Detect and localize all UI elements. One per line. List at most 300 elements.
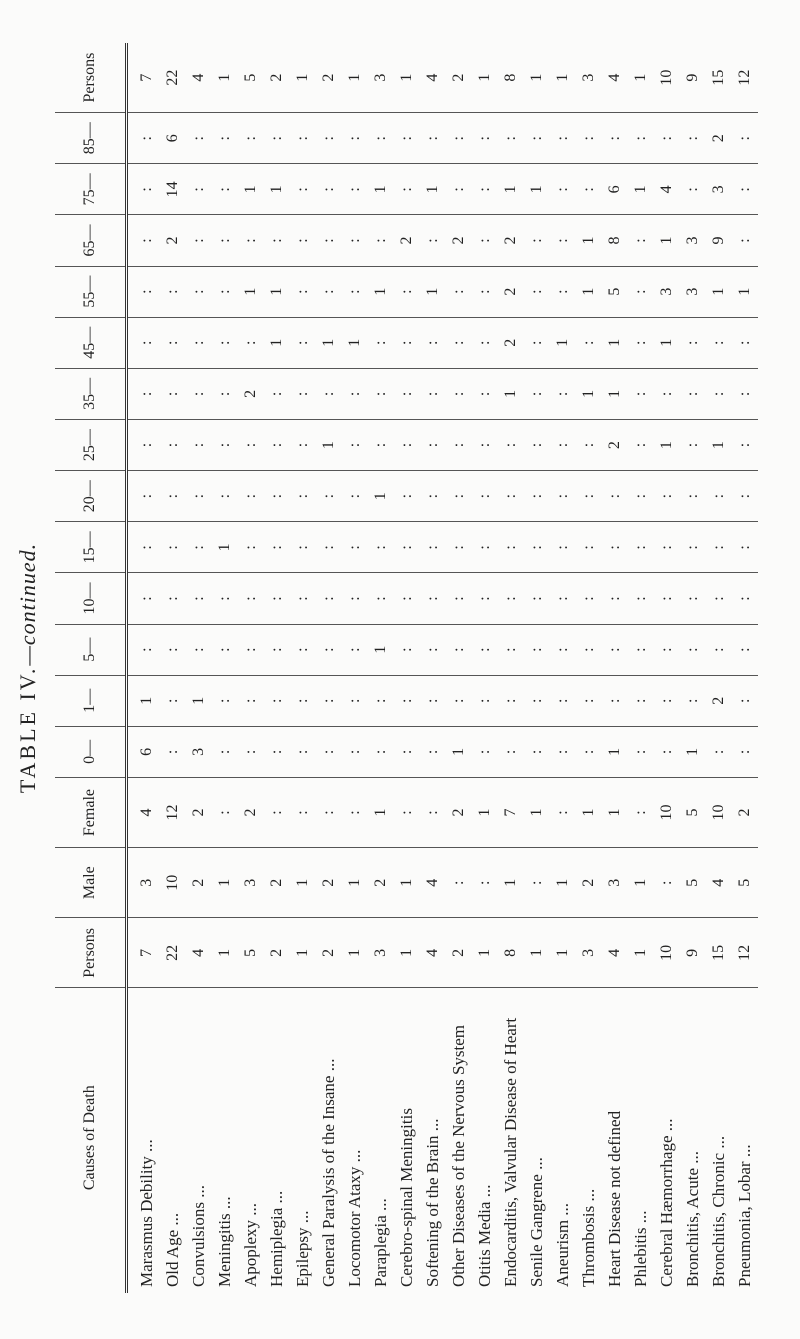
male-cell: 2 bbox=[576, 848, 602, 918]
age-cell: 1 bbox=[524, 164, 550, 215]
age-cell: : bbox=[394, 573, 420, 624]
age-cell: : bbox=[706, 573, 732, 624]
age-cell: : bbox=[524, 573, 550, 624]
age-cell: : bbox=[212, 164, 238, 215]
age-cell: : bbox=[212, 266, 238, 317]
age-cell: : bbox=[680, 164, 706, 215]
age-cell: 1 bbox=[368, 164, 394, 215]
header-female: Female bbox=[55, 777, 127, 847]
female-cell: 7 bbox=[498, 777, 524, 847]
age-cell: 2 bbox=[706, 675, 732, 726]
age-cell: 2 bbox=[238, 368, 264, 419]
male-cell: 2 bbox=[368, 848, 394, 918]
age-cell: : bbox=[446, 266, 472, 317]
age-cell: 1 bbox=[264, 164, 290, 215]
age-cell: : bbox=[628, 113, 654, 164]
total-cell: 7 bbox=[127, 43, 161, 113]
table-row bbox=[342, 43, 368, 1293]
age-cell: : bbox=[342, 368, 368, 419]
header-age: 1— bbox=[55, 675, 127, 726]
table-row bbox=[238, 43, 264, 1293]
age-cell: 1 bbox=[602, 726, 628, 777]
age-cell: : bbox=[472, 368, 498, 419]
age-cell: : bbox=[238, 726, 264, 777]
cause-cell: Convulsions ... bbox=[189, 1184, 208, 1287]
female-cell: : bbox=[290, 777, 316, 847]
age-cell: : bbox=[290, 215, 316, 266]
table-row bbox=[420, 43, 446, 1293]
age-cell: : bbox=[472, 471, 498, 522]
age-cell: : bbox=[238, 215, 264, 266]
cause-cell: Paraplegia ... bbox=[371, 1198, 390, 1287]
age-cell: : bbox=[524, 317, 550, 368]
age-cell: 1 bbox=[576, 368, 602, 419]
age-cell: : bbox=[628, 573, 654, 624]
age-cell: : bbox=[680, 573, 706, 624]
male-cell: 1 bbox=[628, 848, 654, 918]
persons-cell: 3 bbox=[576, 918, 602, 988]
age-cell: : bbox=[127, 419, 161, 470]
age-cell: : bbox=[264, 675, 290, 726]
age-cell: : bbox=[420, 113, 446, 164]
persons-cell: 2 bbox=[446, 918, 472, 988]
age-cell: : bbox=[498, 113, 524, 164]
cause-cell: Thrombosis ... bbox=[579, 1188, 598, 1287]
age-cell: : bbox=[394, 419, 420, 470]
cause-cell: Endocarditis, Valvular Disease of Heart bbox=[501, 1017, 520, 1287]
age-cell: : bbox=[628, 317, 654, 368]
male-cell: 1 bbox=[550, 848, 576, 918]
male-cell: : bbox=[446, 848, 472, 918]
female-cell: : bbox=[628, 777, 654, 847]
age-cell: : bbox=[368, 522, 394, 573]
female-cell: 1 bbox=[576, 777, 602, 847]
total-cell: 3 bbox=[576, 43, 602, 113]
age-cell: : bbox=[498, 675, 524, 726]
total-cell: 2 bbox=[316, 43, 342, 113]
age-cell: : bbox=[654, 573, 680, 624]
male-cell: 2 bbox=[264, 848, 290, 918]
female-cell: : bbox=[550, 777, 576, 847]
age-cell: : bbox=[576, 624, 602, 675]
female-cell: 5 bbox=[680, 777, 706, 847]
age-cell: : bbox=[342, 164, 368, 215]
total-cell: 2 bbox=[264, 43, 290, 113]
persons-cell: 4 bbox=[420, 918, 446, 988]
age-cell: : bbox=[342, 726, 368, 777]
age-cell: : bbox=[628, 368, 654, 419]
age-cell: 1 bbox=[680, 726, 706, 777]
header-male: Male bbox=[55, 848, 127, 918]
age-cell: : bbox=[127, 113, 161, 164]
age-cell: 1 bbox=[654, 215, 680, 266]
age-cell: : bbox=[238, 113, 264, 164]
age-cell: : bbox=[368, 726, 394, 777]
age-cell: : bbox=[212, 726, 238, 777]
age-cell: : bbox=[368, 317, 394, 368]
age-cell: : bbox=[550, 266, 576, 317]
cause-cell: Cerebral Hæmorrhage ... bbox=[657, 1118, 676, 1287]
age-cell: 1 bbox=[342, 317, 368, 368]
age-cell: : bbox=[472, 317, 498, 368]
age-cell: : bbox=[524, 113, 550, 164]
age-cell: : bbox=[368, 368, 394, 419]
persons-cell: 1 bbox=[472, 918, 498, 988]
age-cell: : bbox=[186, 419, 212, 470]
age-cell: : bbox=[576, 419, 602, 470]
male-cell: : bbox=[472, 848, 498, 918]
age-cell: : bbox=[316, 471, 342, 522]
age-cell: : bbox=[316, 113, 342, 164]
age-cell: : bbox=[732, 573, 758, 624]
cause-cell: Aneurism ... bbox=[553, 1202, 572, 1287]
age-cell: : bbox=[342, 624, 368, 675]
age-cell: : bbox=[186, 266, 212, 317]
male-cell: 3 bbox=[238, 848, 264, 918]
age-cell: : bbox=[732, 471, 758, 522]
age-cell: : bbox=[732, 419, 758, 470]
table-row bbox=[186, 43, 212, 1293]
table-row bbox=[732, 43, 758, 1293]
age-cell: 2 bbox=[498, 317, 524, 368]
age-cell: : bbox=[127, 624, 161, 675]
age-cell: : bbox=[524, 471, 550, 522]
age-cell: : bbox=[212, 471, 238, 522]
age-cell: : bbox=[654, 726, 680, 777]
table-title: TABLE IV. bbox=[15, 665, 40, 794]
age-cell: 1 bbox=[368, 471, 394, 522]
table-row bbox=[576, 43, 602, 1293]
age-cell: : bbox=[498, 726, 524, 777]
age-cell: : bbox=[420, 471, 446, 522]
age-cell: : bbox=[368, 113, 394, 164]
female-cell: 2 bbox=[238, 777, 264, 847]
age-cell: : bbox=[290, 624, 316, 675]
age-cell: : bbox=[316, 726, 342, 777]
age-cell: : bbox=[342, 675, 368, 726]
age-cell: 14 bbox=[160, 164, 186, 215]
age-cell: : bbox=[160, 471, 186, 522]
age-cell: : bbox=[446, 624, 472, 675]
header-age: 15— bbox=[55, 522, 127, 573]
table-row bbox=[160, 43, 186, 1293]
age-cell: : bbox=[628, 471, 654, 522]
age-cell: : bbox=[316, 164, 342, 215]
table-row bbox=[654, 43, 680, 1293]
age-cell: : bbox=[602, 573, 628, 624]
age-cell: : bbox=[576, 113, 602, 164]
male-cell: 3 bbox=[127, 848, 161, 918]
header-age: 0— bbox=[55, 726, 127, 777]
age-cell: 1 bbox=[576, 266, 602, 317]
age-cell: 1 bbox=[706, 419, 732, 470]
age-cell: : bbox=[602, 675, 628, 726]
age-cell: : bbox=[732, 368, 758, 419]
age-cell: : bbox=[264, 368, 290, 419]
age-cell: : bbox=[732, 113, 758, 164]
age-cell: : bbox=[238, 675, 264, 726]
age-cell: 1 bbox=[264, 317, 290, 368]
age-cell: : bbox=[732, 522, 758, 573]
age-cell: : bbox=[628, 215, 654, 266]
age-cell: : bbox=[628, 675, 654, 726]
age-cell: : bbox=[576, 522, 602, 573]
age-cell: : bbox=[654, 113, 680, 164]
age-cell: : bbox=[576, 164, 602, 215]
age-cell: : bbox=[342, 471, 368, 522]
cause-cell: Apoplexy ... bbox=[241, 1202, 260, 1287]
age-cell: : bbox=[368, 675, 394, 726]
age-cell: : bbox=[160, 522, 186, 573]
age-cell: : bbox=[420, 522, 446, 573]
age-cell: 5 bbox=[602, 266, 628, 317]
table-row bbox=[602, 43, 628, 1293]
female-cell: : bbox=[342, 777, 368, 847]
age-cell: : bbox=[420, 726, 446, 777]
age-cell: 1 bbox=[498, 164, 524, 215]
age-cell: : bbox=[706, 368, 732, 419]
age-cell: : bbox=[127, 317, 161, 368]
total-cell: 5 bbox=[238, 43, 264, 113]
age-cell: : bbox=[238, 522, 264, 573]
header-age: 65— bbox=[55, 215, 127, 266]
female-cell: 2 bbox=[446, 777, 472, 847]
total-cell: 1 bbox=[212, 43, 238, 113]
mortality-table bbox=[55, 43, 758, 1293]
age-cell: : bbox=[394, 471, 420, 522]
table-row bbox=[680, 43, 706, 1293]
total-cell: 1 bbox=[290, 43, 316, 113]
total-cell: 10 bbox=[654, 43, 680, 113]
age-cell: : bbox=[290, 573, 316, 624]
age-cell: : bbox=[680, 522, 706, 573]
persons-cell: 8 bbox=[498, 918, 524, 988]
age-cell: : bbox=[498, 419, 524, 470]
age-cell: : bbox=[446, 368, 472, 419]
age-cell: 2 bbox=[394, 215, 420, 266]
total-cell: 1 bbox=[550, 43, 576, 113]
cause-cell: Other Diseases of the Nervous System bbox=[449, 1024, 468, 1287]
age-cell: : bbox=[316, 573, 342, 624]
age-cell: : bbox=[212, 419, 238, 470]
age-cell: 1 bbox=[368, 266, 394, 317]
age-cell: 1 bbox=[368, 624, 394, 675]
age-cell: 6 bbox=[602, 164, 628, 215]
total-cell: 4 bbox=[420, 43, 446, 113]
age-cell: : bbox=[420, 368, 446, 419]
age-cell: : bbox=[446, 164, 472, 215]
age-cell: : bbox=[446, 471, 472, 522]
age-cell: : bbox=[212, 675, 238, 726]
age-cell: : bbox=[264, 215, 290, 266]
female-cell: 1 bbox=[602, 777, 628, 847]
age-cell: : bbox=[127, 573, 161, 624]
cause-cell: Phlebitis ... bbox=[631, 1210, 650, 1287]
age-cell: 2 bbox=[446, 215, 472, 266]
table-row bbox=[498, 43, 524, 1293]
age-cell: : bbox=[602, 522, 628, 573]
age-cell: : bbox=[186, 471, 212, 522]
age-cell: : bbox=[680, 675, 706, 726]
cause-cell: Marasmus Debility ... bbox=[137, 1139, 156, 1287]
age-cell: : bbox=[368, 573, 394, 624]
age-cell: : bbox=[732, 317, 758, 368]
age-cell: : bbox=[654, 471, 680, 522]
age-cell: : bbox=[127, 368, 161, 419]
age-cell: 1 bbox=[498, 368, 524, 419]
cause-cell: Old Age ... bbox=[163, 1212, 182, 1287]
age-cell: : bbox=[420, 624, 446, 675]
age-cell: : bbox=[550, 113, 576, 164]
male-cell: 1 bbox=[290, 848, 316, 918]
age-cell: : bbox=[342, 573, 368, 624]
header-persons: Persons bbox=[55, 918, 127, 988]
age-cell: : bbox=[498, 573, 524, 624]
table-row bbox=[212, 43, 238, 1293]
female-cell: 1 bbox=[472, 777, 498, 847]
age-cell: : bbox=[186, 317, 212, 368]
table-row bbox=[472, 43, 498, 1293]
table-body bbox=[127, 43, 759, 1293]
age-cell: 3 bbox=[186, 726, 212, 777]
age-cell: 1 bbox=[654, 317, 680, 368]
age-cell: : bbox=[160, 419, 186, 470]
age-cell: : bbox=[394, 266, 420, 317]
male-cell: 3 bbox=[602, 848, 628, 918]
persons-cell: 4 bbox=[186, 918, 212, 988]
table-row bbox=[127, 43, 161, 1293]
age-cell: : bbox=[576, 573, 602, 624]
age-cell: 1 bbox=[576, 215, 602, 266]
age-cell: 1 bbox=[186, 675, 212, 726]
female-cell: 12 bbox=[160, 777, 186, 847]
age-cell: : bbox=[290, 317, 316, 368]
age-cell: : bbox=[238, 573, 264, 624]
age-cell: : bbox=[290, 675, 316, 726]
age-cell: 1 bbox=[238, 266, 264, 317]
header-age: 35— bbox=[55, 368, 127, 419]
age-cell: 1 bbox=[212, 522, 238, 573]
age-cell: : bbox=[290, 164, 316, 215]
age-cell: : bbox=[264, 573, 290, 624]
persons-cell: 2 bbox=[264, 918, 290, 988]
age-cell: 1 bbox=[706, 266, 732, 317]
male-cell: 2 bbox=[316, 848, 342, 918]
persons-cell: 1 bbox=[628, 918, 654, 988]
age-cell: : bbox=[550, 368, 576, 419]
total-cell: 22 bbox=[160, 43, 186, 113]
total-cell: 1 bbox=[472, 43, 498, 113]
age-cell: : bbox=[446, 675, 472, 726]
table-row bbox=[550, 43, 576, 1293]
age-cell: : bbox=[186, 215, 212, 266]
age-cell: : bbox=[212, 573, 238, 624]
age-cell: : bbox=[160, 266, 186, 317]
age-cell: : bbox=[186, 573, 212, 624]
male-cell: 4 bbox=[706, 848, 732, 918]
female-cell: : bbox=[420, 777, 446, 847]
table-row bbox=[706, 43, 732, 1293]
age-cell: : bbox=[342, 215, 368, 266]
age-cell: : bbox=[394, 317, 420, 368]
age-cell: 1 bbox=[264, 266, 290, 317]
header-age: 85— bbox=[55, 113, 127, 164]
age-cell: : bbox=[160, 573, 186, 624]
age-cell: : bbox=[654, 522, 680, 573]
female-cell: : bbox=[264, 777, 290, 847]
age-cell: : bbox=[394, 726, 420, 777]
age-cell: : bbox=[550, 419, 576, 470]
age-cell: : bbox=[446, 317, 472, 368]
age-cell: : bbox=[186, 522, 212, 573]
persons-cell: 3 bbox=[368, 918, 394, 988]
age-cell: : bbox=[654, 675, 680, 726]
male-cell: 1 bbox=[498, 848, 524, 918]
age-cell: : bbox=[212, 113, 238, 164]
age-cell: : bbox=[127, 522, 161, 573]
age-cell: : bbox=[290, 113, 316, 164]
table-row bbox=[290, 43, 316, 1293]
persons-cell: 12 bbox=[732, 918, 758, 988]
age-cell: : bbox=[654, 624, 680, 675]
cause-cell: Bronchitis, Chronic ... bbox=[709, 1135, 728, 1287]
age-cell: : bbox=[264, 624, 290, 675]
age-cell: : bbox=[576, 675, 602, 726]
total-cell: 12 bbox=[732, 43, 758, 113]
persons-cell: 1 bbox=[342, 918, 368, 988]
female-cell: : bbox=[316, 777, 342, 847]
age-cell: : bbox=[524, 624, 550, 675]
age-cell: : bbox=[238, 317, 264, 368]
male-cell: 2 bbox=[186, 848, 212, 918]
age-cell: 2 bbox=[498, 215, 524, 266]
age-cell: : bbox=[420, 419, 446, 470]
age-cell: 4 bbox=[654, 164, 680, 215]
age-cell: : bbox=[368, 419, 394, 470]
age-cell: 1 bbox=[732, 266, 758, 317]
age-cell: : bbox=[732, 675, 758, 726]
male-cell: 1 bbox=[394, 848, 420, 918]
table-row bbox=[394, 43, 420, 1293]
age-cell: : bbox=[290, 471, 316, 522]
table-row bbox=[446, 43, 472, 1293]
age-cell: : bbox=[316, 368, 342, 419]
cause-cell: Locomotor Ataxy ... bbox=[345, 1149, 364, 1287]
male-cell: 10 bbox=[160, 848, 186, 918]
header-age: 10— bbox=[55, 573, 127, 624]
age-cell: : bbox=[524, 368, 550, 419]
age-cell: : bbox=[602, 624, 628, 675]
age-cell: : bbox=[550, 215, 576, 266]
cause-cell: General Paralysis of the Insane ... bbox=[319, 1058, 338, 1287]
persons-cell: 1 bbox=[550, 918, 576, 988]
table-row bbox=[264, 43, 290, 1293]
age-cell: : bbox=[160, 368, 186, 419]
age-cell: : bbox=[394, 624, 420, 675]
age-cell: : bbox=[706, 624, 732, 675]
age-cell: : bbox=[264, 522, 290, 573]
age-cell: : bbox=[706, 471, 732, 522]
age-cell: : bbox=[316, 215, 342, 266]
total-cell: 15 bbox=[706, 43, 732, 113]
age-cell: : bbox=[576, 726, 602, 777]
age-cell: : bbox=[680, 471, 706, 522]
age-cell: : bbox=[550, 522, 576, 573]
persons-cell: 1 bbox=[212, 918, 238, 988]
age-cell: : bbox=[420, 573, 446, 624]
age-cell: : bbox=[654, 368, 680, 419]
age-cell: : bbox=[472, 726, 498, 777]
